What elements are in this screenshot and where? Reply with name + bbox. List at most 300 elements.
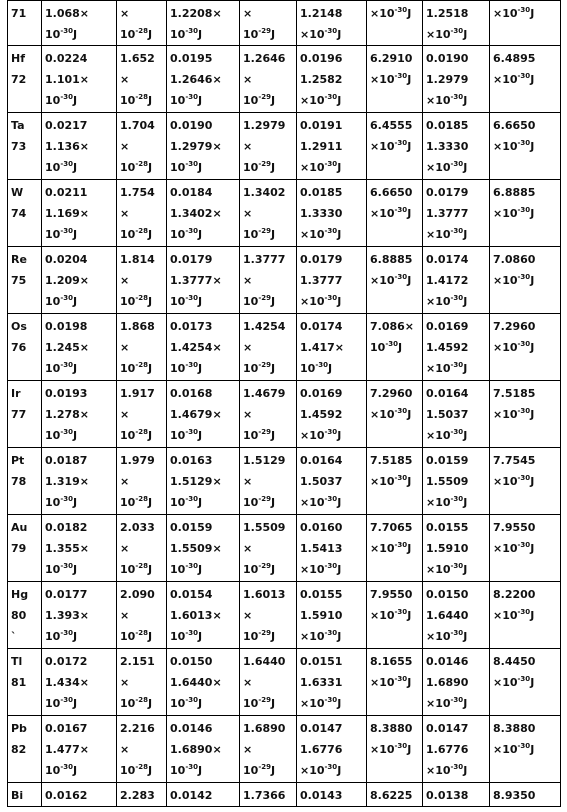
cell-line: 77 [11, 408, 27, 421]
cell-line: 1.6776 [300, 743, 343, 756]
cell-line: $\times 10^{-30}J$ [426, 294, 468, 308]
cell-line: 0.0173 [170, 320, 213, 333]
cell-line: × [243, 743, 253, 756]
cell-line: 6.6650 [493, 119, 536, 132]
value-cell [117, 582, 167, 649]
value-cell [167, 716, 240, 783]
cell-line: 1.704 [120, 119, 155, 132]
value-cell [42, 649, 117, 716]
cell-line: 7.2960 [370, 387, 413, 400]
cell-line: × [243, 140, 253, 153]
cell-line: 0.0167 [45, 722, 88, 735]
value-cell [297, 448, 367, 515]
cell-line: 73 [11, 140, 27, 153]
cell-line: 0.0168 [170, 387, 213, 400]
value-cell [117, 783, 167, 807]
cell-line: 1.4254 [243, 320, 286, 333]
value-cell [117, 46, 167, 113]
value-cell [167, 582, 240, 649]
cell-line: $10^{-30}J$ [45, 562, 78, 576]
cell-line: 8.4450 [493, 655, 536, 668]
value-cell [490, 716, 561, 783]
cell-line: 6.8885 [493, 186, 536, 199]
cell-line: 8.6225 [370, 789, 413, 802]
value-cell [42, 113, 117, 180]
cell-line: 1.6890 [426, 676, 469, 689]
cell-line: × [120, 475, 130, 488]
cell-line: 1.3777 [300, 274, 343, 287]
value-cell [297, 180, 367, 247]
value-cell [297, 716, 367, 783]
cell-line: $10^{-29}J$ [243, 93, 276, 107]
cell-line: Pt [11, 454, 25, 467]
cell-line: $\times 10^{-30}J$ [300, 227, 342, 241]
value-cell [490, 515, 561, 582]
value-cell [167, 515, 240, 582]
cell-line: 1.6890× [170, 743, 222, 756]
table-row [8, 515, 561, 582]
cell-line: $10^{-30}J$ [170, 562, 203, 576]
value-cell [240, 180, 297, 247]
cell-line: 1.417× [300, 341, 345, 354]
cell-line: $10^{-30}J$ [45, 27, 78, 41]
cell-line: 1.2208× [170, 7, 222, 20]
cell-line: Hg [11, 588, 29, 601]
cell-line: × [243, 408, 253, 421]
cell-line: 1.652 [120, 52, 155, 65]
cell-line: 1.4592 [426, 341, 469, 354]
table-row [8, 649, 561, 716]
cell-line: 1.245× [45, 341, 90, 354]
cell-line: $10^{-28}J$ [120, 562, 153, 576]
cell-line: $\times 10^{-30}J$ [493, 675, 535, 689]
value-cell [167, 180, 240, 247]
cell-line: $10^{-30}J$ [45, 294, 78, 308]
cell-line: $\times 10^{-30}J$ [370, 139, 412, 153]
cell-line: × [243, 542, 253, 555]
cell-line: $10^{-29}J$ [243, 562, 276, 576]
cell-line: 2.090 [120, 588, 155, 601]
cell-line: 1.5910 [300, 609, 343, 622]
value-cell [167, 314, 240, 381]
value-cell [42, 783, 117, 807]
cell-line: 7.9550 [493, 521, 536, 534]
cell-line: $10^{-29}J$ [243, 629, 276, 643]
cell-line: 1.278× [45, 408, 90, 421]
cell-line: × [120, 274, 130, 287]
value-cell [42, 180, 117, 247]
cell-line: 81 [11, 676, 27, 689]
value-cell [167, 46, 240, 113]
cell-line: $\times 10^{-30}J$ [370, 407, 412, 421]
cell-line: $10^{-30}J$ [170, 495, 203, 509]
cell-line: 1.6013× [170, 609, 222, 622]
element-cell [8, 180, 42, 247]
value-cell [490, 247, 561, 314]
cell-line: $\times 10^{-30}J$ [493, 72, 535, 86]
cell-line: 0.0164 [300, 454, 343, 467]
cell-line: $10^{-30}J$ [45, 428, 78, 442]
cell-line: 8.3880 [493, 722, 536, 735]
value-cell [423, 1, 490, 46]
cell-line: 7.9550 [370, 588, 413, 601]
cell-line: $10^{-28}J$ [120, 93, 153, 107]
value-cell [423, 314, 490, 381]
value-cell [367, 783, 423, 807]
value-cell [167, 113, 240, 180]
value-cell [167, 649, 240, 716]
cell-line: 0.0150 [170, 655, 213, 668]
cell-line: $10^{-30}J$ [170, 27, 203, 41]
cell-line: 1.814 [120, 253, 155, 266]
value-cell [117, 649, 167, 716]
cell-line: $10^{-30}J$ [45, 227, 78, 241]
cell-line: 1.5910 [426, 542, 469, 555]
cell-line: $\times 10^{-30}J$ [493, 608, 535, 622]
cell-line: × [243, 73, 253, 86]
value-cell [490, 46, 561, 113]
value-cell [423, 180, 490, 247]
cell-line: 6.2910 [370, 52, 413, 65]
cell-line: $10^{-29}J$ [243, 27, 276, 41]
value-cell [117, 448, 167, 515]
cell-line: $\times 10^{-30}J$ [370, 6, 412, 20]
cell-line: 0.0169 [300, 387, 343, 400]
element-cell [8, 46, 42, 113]
cell-line: 6.4555 [370, 119, 413, 132]
value-cell [367, 113, 423, 180]
cell-line: $\times 10^{-30}J$ [493, 474, 535, 488]
cell-line: × [243, 475, 253, 488]
cell-line: 1.754 [120, 186, 155, 199]
cell-line: $10^{-29}J$ [243, 763, 276, 777]
cell-line: $10^{-28}J$ [120, 160, 153, 174]
table-row [8, 381, 561, 448]
cell-line: 0.0147 [300, 722, 343, 735]
cell-line: 0.0143 [300, 789, 343, 802]
cell-line: × [120, 609, 130, 622]
cell-line: $10^{-30}J$ [170, 160, 203, 174]
value-cell [240, 448, 297, 515]
cell-line: $\times 10^{-30}J$ [493, 742, 535, 756]
cell-line: 1.3402 [243, 186, 286, 199]
cell-line: 7.7545 [493, 454, 536, 467]
cell-line: $\times 10^{-30}J$ [493, 407, 535, 421]
cell-line: $\times 10^{-30}J$ [300, 562, 342, 576]
cell-line: 0.0138 [426, 789, 469, 802]
value-cell [42, 314, 117, 381]
cell-line: Ir [11, 387, 21, 400]
value-cell [423, 46, 490, 113]
cell-line: $\times 10^{-30}J$ [426, 629, 468, 643]
value-cell [240, 113, 297, 180]
cell-line: $\times 10^{-30}J$ [426, 495, 468, 509]
cell-line: $\times 10^{-30}J$ [426, 27, 468, 41]
element-cell [8, 448, 42, 515]
value-cell [367, 247, 423, 314]
cell-line: 0.0191 [300, 119, 343, 132]
cell-line: $10^{-30}J$ [45, 361, 78, 375]
cell-line: 1.3777× [170, 274, 222, 287]
cell-line: 1.3330 [426, 140, 469, 153]
value-cell [167, 381, 240, 448]
cell-line: 7.2960 [493, 320, 536, 333]
value-cell [490, 649, 561, 716]
cell-line: $\times 10^{-30}J$ [370, 72, 412, 86]
cell-line: $\times 10^{-30}J$ [370, 608, 412, 622]
element-cell [8, 381, 42, 448]
cell-line: 8.2200 [493, 588, 536, 601]
cell-line: 1.5509 [243, 521, 286, 534]
cell-line: × [120, 408, 130, 421]
cell-line: 0.0224 [45, 52, 88, 65]
cell-line: $10^{-30}J$ [300, 361, 333, 375]
cell-line: 1.868 [120, 320, 155, 333]
cell-line: 0.0185 [300, 186, 343, 199]
value-cell [367, 46, 423, 113]
cell-line: $\times 10^{-30}J$ [426, 763, 468, 777]
value-cell [297, 381, 367, 448]
value-cell [240, 247, 297, 314]
cell-line: $10^{-28}J$ [120, 696, 153, 710]
cell-line: $10^{-30}J$ [45, 696, 78, 710]
cell-line: 2.216 [120, 722, 155, 735]
cell-line: $10^{-29}J$ [243, 361, 276, 375]
value-cell [297, 113, 367, 180]
element-cell [8, 515, 42, 582]
cell-line: 1.6440× [170, 676, 222, 689]
value-cell [297, 46, 367, 113]
cell-line: 78 [11, 475, 27, 488]
value-cell [42, 46, 117, 113]
cell-line: $\times 10^{-30}J$ [300, 763, 342, 777]
cell-line: 1.5509 [426, 475, 469, 488]
cell-line: 0.0190 [170, 119, 213, 132]
value-cell [367, 649, 423, 716]
value-cell [117, 1, 167, 46]
cell-line: 1.355× [45, 542, 90, 555]
cell-line: $10^{-28}J$ [120, 294, 153, 308]
cell-line: $10^{-30}J$ [170, 227, 203, 241]
cell-line: 1.6440 [426, 609, 469, 622]
cell-line: 1.7366 [243, 789, 286, 802]
value-cell [42, 381, 117, 448]
cell-line: 1.5509× [170, 542, 222, 555]
value-cell [297, 247, 367, 314]
cell-line: 80 [11, 609, 27, 622]
cell-line: $\times 10^{-30}J$ [493, 139, 535, 153]
cell-line: $10^{-29}J$ [243, 227, 276, 241]
cell-line: × [243, 341, 253, 354]
value-cell [297, 649, 367, 716]
value-cell [423, 448, 490, 515]
cell-line: $\times 10^{-30}J$ [300, 495, 342, 509]
cell-line: $\times 10^{-30}J$ [370, 675, 412, 689]
cell-line: Bi [11, 789, 24, 802]
table-body [8, 1, 561, 807]
cell-line: 1.5413 [300, 542, 343, 555]
cell-line: 0.0163 [170, 454, 213, 467]
table-row [8, 716, 561, 783]
cell-line: 1.6013 [243, 588, 286, 601]
value-cell [490, 448, 561, 515]
value-cell [240, 582, 297, 649]
value-cell [117, 716, 167, 783]
cell-line: 2.151 [120, 655, 155, 668]
cell-line: 1.068× [45, 7, 90, 20]
cell-line: 1.169× [45, 207, 90, 220]
value-cell [367, 180, 423, 247]
value-cell [423, 515, 490, 582]
cell-line: $\times 10^{-30}J$ [370, 474, 412, 488]
value-cell [117, 113, 167, 180]
cell-line: 0.0184 [170, 186, 213, 199]
cell-line: 6.4895 [493, 52, 536, 65]
value-cell [297, 515, 367, 582]
cell-line: $\times 10^{-30}J$ [426, 227, 468, 241]
cell-line: $\times 10^{-30}J$ [493, 340, 535, 354]
cell-line: 1.3402× [170, 207, 222, 220]
value-cell [167, 247, 240, 314]
cell-line: 1.6776 [426, 743, 469, 756]
value-cell [423, 113, 490, 180]
cell-line: 0.0154 [170, 588, 213, 601]
table-row [8, 247, 561, 314]
cell-line: $10^{-28}J$ [120, 763, 153, 777]
cell-line: 1.5037 [426, 408, 469, 421]
cell-line: Tl [11, 655, 23, 668]
cell-line: × [243, 609, 253, 622]
value-cell [240, 515, 297, 582]
cell-line: $10^{-28}J$ [120, 428, 153, 442]
cell-line: 1.2979 [426, 73, 469, 86]
value-cell [367, 515, 423, 582]
element-cell [8, 582, 42, 649]
cell-line: Re [11, 253, 27, 266]
value-cell [240, 1, 297, 46]
cell-line: 0.0147 [426, 722, 469, 735]
cell-line: 0.0146 [170, 722, 213, 735]
cell-line: 1.4172 [426, 274, 469, 287]
cell-line: $\times 10^{-30}J$ [300, 629, 342, 643]
cell-line: $10^{-29}J$ [243, 495, 276, 509]
cell-line: × [120, 140, 130, 153]
cell-line: 0.0150 [426, 588, 469, 601]
value-cell [297, 582, 367, 649]
cell-line: 82 [11, 743, 27, 756]
value-cell [240, 649, 297, 716]
element-cell [8, 716, 42, 783]
cell-line: 8.1655 [370, 655, 413, 668]
cell-line: 0.0185 [426, 119, 469, 132]
element-cell [8, 247, 42, 314]
cell-line: 8.3880 [370, 722, 413, 735]
cell-line: 0.0217 [45, 119, 88, 132]
cell-line: × [243, 274, 253, 287]
cell-line: $10^{-28}J$ [120, 495, 153, 509]
cell-line: 0.0155 [426, 521, 469, 534]
cell-line: 1.5129 [243, 454, 286, 467]
cell-line: $10^{-29}J$ [243, 160, 276, 174]
cell-line: 1.917 [120, 387, 155, 400]
cell-line: 0.0142 [170, 789, 213, 802]
cell-line: $10^{-30}J$ [45, 495, 78, 509]
cell-line: 0.0169 [426, 320, 469, 333]
cell-line: × [120, 542, 130, 555]
cell-line: 1.2148 [300, 7, 343, 20]
cell-line: 1.319× [45, 475, 90, 488]
cell-line: Pb [11, 722, 27, 735]
cell-line: 2.283 [120, 789, 155, 802]
cell-line: 1.136× [45, 140, 90, 153]
cell-line: 0.0193 [45, 387, 88, 400]
cell-line: $\times 10^{-30}J$ [370, 541, 412, 555]
cell-line: $10^{-29}J$ [243, 294, 276, 308]
cell-line: 0.0160 [300, 521, 343, 534]
cell-line: 7.086× [370, 320, 415, 333]
cell-line: $10^{-30}J$ [170, 763, 203, 777]
value-cell [367, 448, 423, 515]
value-cell [367, 381, 423, 448]
cell-line: $10^{-30}J$ [170, 629, 203, 643]
cell-line: 7.0860 [493, 253, 536, 266]
cell-line: 75 [11, 274, 27, 287]
cell-line: $\times 10^{-30}J$ [426, 562, 468, 576]
cell-line: $\times 10^{-30}J$ [370, 273, 412, 287]
value-cell [490, 1, 561, 46]
value-cell [42, 448, 117, 515]
cell-line: 2.033 [120, 521, 155, 534]
cell-line: 7.5185 [493, 387, 536, 400]
cell-line: W [11, 186, 24, 199]
value-cell [423, 783, 490, 807]
cell-line: 1.3777 [426, 207, 469, 220]
cell-line: 8.9350 [493, 789, 536, 802]
cell-line: × [120, 676, 130, 689]
value-cell [240, 716, 297, 783]
value-cell [42, 716, 117, 783]
table-row [8, 46, 561, 113]
cell-line: 0.0195 [170, 52, 213, 65]
cell-line: $\times 10^{-30}J$ [300, 27, 342, 41]
cell-line: 1.2646 [243, 52, 286, 65]
cell-line: 1.2911 [300, 140, 343, 153]
value-cell [490, 314, 561, 381]
table-row [8, 783, 561, 807]
cell-line: × [243, 207, 253, 220]
table-row [8, 314, 561, 381]
cell-line: $10^{-28}J$ [120, 629, 153, 643]
table-row [8, 180, 561, 247]
cell-line: 1.434× [45, 676, 90, 689]
cell-line: $\times 10^{-30}J$ [493, 206, 535, 220]
cell-line: $10^{-28}J$ [120, 361, 153, 375]
cell-line: $\times 10^{-30}J$ [493, 541, 535, 555]
value-cell [423, 247, 490, 314]
cell-line: Hf [11, 52, 25, 65]
cell-line: 1.2979× [170, 140, 222, 153]
cell-line: 1.6890 [243, 722, 286, 735]
cell-line: 1.209× [45, 274, 90, 287]
cell-line: $\times 10^{-30}J$ [426, 160, 468, 174]
value-cell [367, 1, 423, 46]
table-row [8, 1, 561, 46]
table-row [8, 113, 561, 180]
cell-line: 0.0187 [45, 454, 88, 467]
cell-line: $10^{-30}J$ [45, 160, 78, 174]
cell-line: 0.0198 [45, 320, 88, 333]
cell-line: 1.477× [45, 743, 90, 756]
